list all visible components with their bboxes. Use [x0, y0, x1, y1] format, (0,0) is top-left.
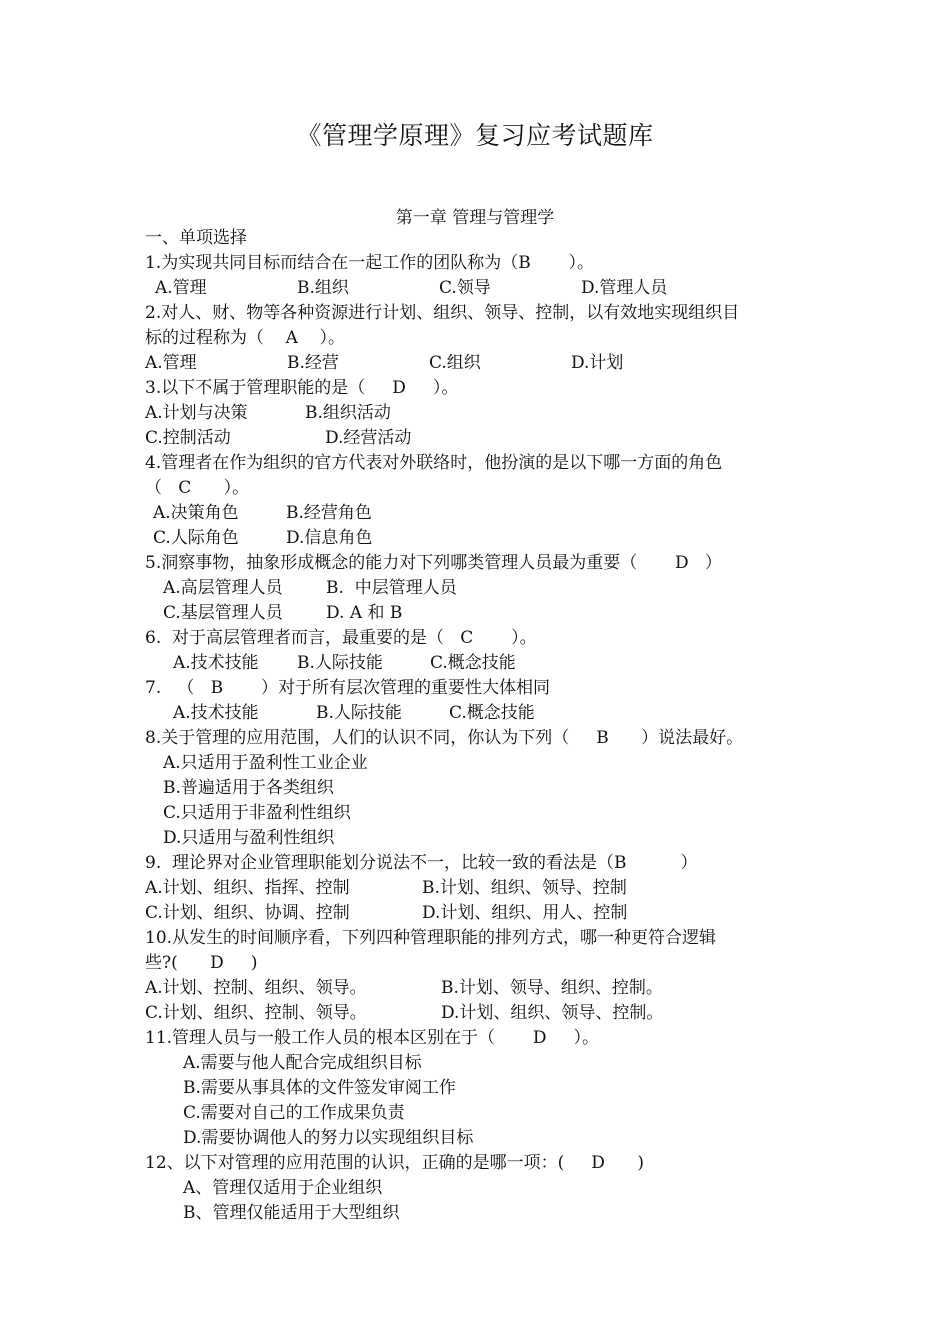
chapter-heading: 第一章 管理与管理学	[395, 208, 555, 228]
option-text: A.计划、组织、指挥、控制	[145, 878, 350, 898]
option-text: C.计划、组织、控制、领导。	[145, 1003, 367, 1023]
option-text: A.管理	[155, 278, 207, 298]
option-text: B.计划、领导、组织、控制。	[441, 978, 663, 998]
option-text: B.计划、组织、领导、控制	[422, 878, 627, 898]
option-text: A.决策角色	[153, 503, 239, 523]
option-text: A.计划、控制、组织、领导。	[145, 978, 367, 998]
option-text: B. 中层管理人员	[326, 578, 457, 598]
line-text: A、管理仅适用于企业组织	[183, 1178, 383, 1198]
text-line	[145, 301, 815, 326]
line-text: A.需要与他人配合完成组织目标	[183, 1053, 422, 1073]
option-text: A.技术技能	[173, 653, 259, 673]
option-text: D.经营活动	[325, 428, 412, 448]
text-line	[145, 601, 815, 626]
text-line	[145, 401, 815, 426]
option-text: C.组织	[429, 353, 481, 373]
text-line	[145, 951, 815, 976]
line-text: C.只适用于非盈利性组织	[163, 803, 351, 823]
line-text: B、管理仅能适用于大型组织	[183, 1203, 400, 1223]
question-list	[145, 226, 815, 1226]
option-text: D.计划、组织、领导、控制。	[441, 1003, 664, 1023]
text-line	[145, 1176, 815, 1201]
line-text: D.只适用与盈利性组织	[163, 828, 335, 848]
option-text: B.人际技能	[297, 653, 383, 673]
text-line	[145, 551, 815, 576]
option-text: C.领导	[439, 278, 491, 298]
text-line	[145, 901, 815, 926]
option-text: A.技术技能	[173, 703, 259, 723]
text-line	[145, 226, 815, 251]
line-text: 11.管理人员与一般工作人员的根本区别在于（ D ）。	[145, 1028, 600, 1048]
line-text: 1.为实现共同目标而结合在一起工作的团队称为（B ）。	[145, 253, 595, 273]
line-text: B.需要从事具体的文件签发审阅工作	[183, 1078, 456, 1098]
line-text: 12、以下对管理的应用范围的认识，正确的是哪一项：( D )	[145, 1153, 644, 1173]
text-line	[145, 351, 815, 376]
text-line	[145, 826, 815, 851]
text-line	[145, 1151, 815, 1176]
option-text: B.经营角色	[286, 503, 372, 523]
option-text: B.组织	[297, 278, 349, 298]
document-title: 《管理学原理》复习应考试题库	[296, 121, 654, 150]
line-text: 7. （ B ）对于所有层次管理的重要性大体相同	[145, 678, 550, 698]
option-text: C.基层管理人员	[163, 603, 283, 623]
line-text: B.普遍适用于各类组织	[163, 778, 334, 798]
line-text: C.需要对自己的工作成果负责	[183, 1103, 405, 1123]
line-text: 9. 理论界对企业管理职能划分说法不一，比较一致的看法是（B ）	[145, 853, 698, 873]
line-text: 6. 对于高层管理者而言，最重要的是（ C ）。	[145, 628, 537, 648]
line-text: A.只适用于盈利性工业企业	[163, 753, 368, 773]
text-line	[145, 1051, 815, 1076]
text-line	[145, 576, 815, 601]
option-text: D. A 和 B	[326, 603, 403, 623]
option-text: C.控制活动	[145, 428, 231, 448]
line-text: 标的过程称为（ A ）。	[145, 328, 346, 348]
text-line	[145, 926, 815, 951]
option-text: C.概念技能	[430, 653, 516, 673]
text-line	[145, 1101, 815, 1126]
text-line	[145, 376, 815, 401]
option-text: B.人际技能	[316, 703, 402, 723]
text-line	[145, 251, 815, 276]
text-line	[145, 776, 815, 801]
option-text: B.经营	[287, 353, 339, 373]
option-text: C.人际角色	[153, 528, 239, 548]
text-line	[145, 626, 815, 651]
text-line	[145, 1201, 815, 1226]
option-text: D.计划、组织、用人、控制	[422, 903, 628, 923]
line-text: 10.从发生的时间顺序看，下列四种管理职能的排列方式，哪一种更符合逻辑	[145, 928, 717, 948]
text-line	[145, 526, 815, 551]
text-line	[145, 701, 815, 726]
line-text: 4.管理者在作为组织的官方代表对外联络时，他扮演的是以下哪一方面的角色	[145, 453, 723, 473]
text-line	[145, 851, 815, 876]
text-line	[145, 476, 815, 501]
text-line	[145, 676, 815, 701]
text-line	[145, 326, 815, 351]
text-line	[145, 976, 815, 1001]
option-text: B.组织活动	[305, 403, 391, 423]
option-text: D.信息角色	[286, 528, 373, 548]
line-text: 8.关于管理的应用范围，人们的认识不同，你认为下列（ B ）说法最好。	[145, 728, 744, 748]
text-line	[145, 651, 815, 676]
text-line	[145, 426, 815, 451]
option-text: C.计划、组织、协调、控制	[145, 903, 350, 923]
option-text: D.计划	[571, 353, 624, 373]
line-text: 3.以下不属于管理职能的是（ D ）。	[145, 378, 459, 398]
text-line	[145, 501, 815, 526]
text-line	[145, 751, 815, 776]
text-line	[145, 1126, 815, 1151]
line-text: 5.洞察事物，抽象形成概念的能力对下列哪类管理人员最为重要（ D ）	[145, 553, 722, 573]
text-line	[145, 276, 815, 301]
option-text: A.管理	[145, 353, 197, 373]
option-text: A.计划与决策	[145, 403, 248, 423]
text-line	[145, 1076, 815, 1101]
line-text: 些?( D )	[145, 953, 258, 973]
text-line	[145, 801, 815, 826]
line-text: D.需要协调他人的努力以实现组织目标	[183, 1128, 474, 1148]
line-text: （ C ）。	[145, 478, 250, 498]
text-line	[145, 451, 815, 476]
text-line	[145, 1026, 815, 1051]
text-line	[145, 1001, 815, 1026]
text-line	[145, 726, 815, 751]
option-text: C.概念技能	[449, 703, 535, 723]
text-line	[145, 876, 815, 901]
option-text: A.高层管理人员	[163, 578, 283, 598]
option-text: D.管理人员	[581, 278, 668, 298]
line-text: 2.对人、财、物等各种资源进行计划、组织、领导、控制，以有效地实现组织目	[145, 303, 740, 323]
line-text: 一、单项选择	[145, 228, 247, 248]
